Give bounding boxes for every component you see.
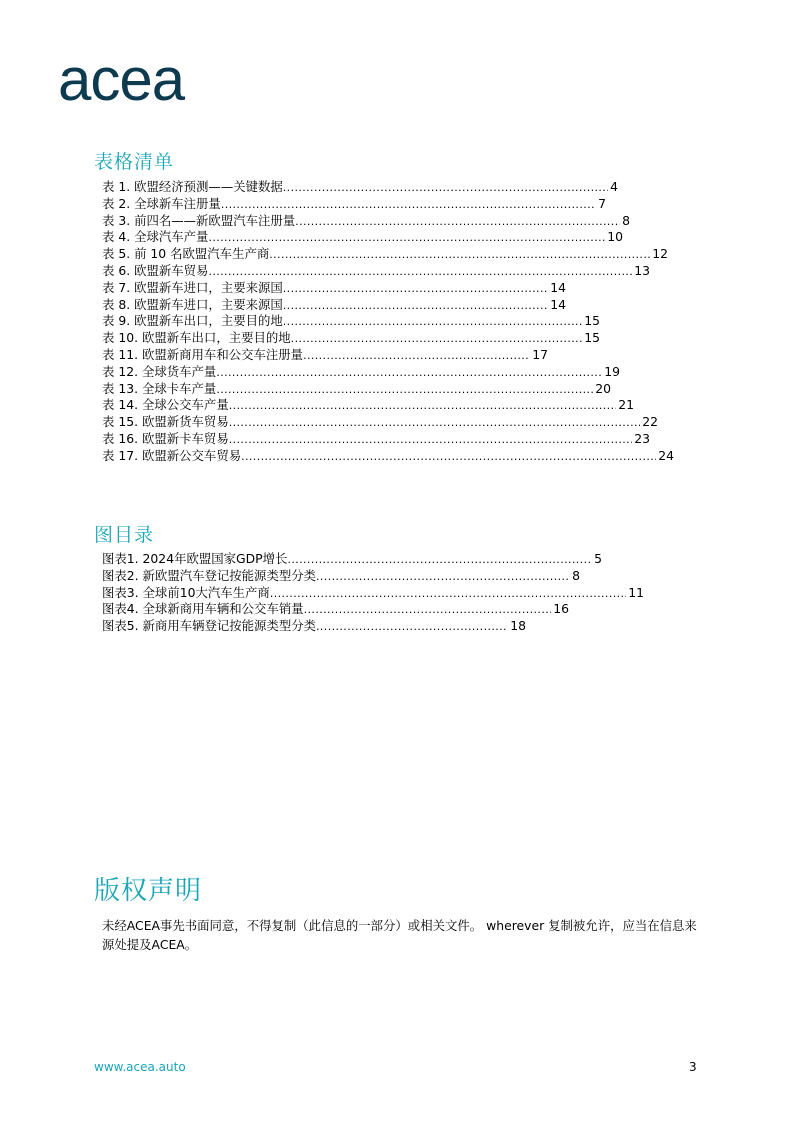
table-entry-label: 表 6. 欧盟新车贸易: [102, 262, 209, 278]
table-entry-page: 17: [532, 346, 548, 362]
table-entry[interactable]: [102, 280, 566, 297]
table-entry[interactable]: [102, 347, 548, 364]
figure-entry-label: 图表4. 全球新商用车辆和公交车销量: [102, 601, 304, 617]
table-entry-page: 15: [584, 313, 600, 329]
table-entry-label: 表 3. 前四名——新欧盟汽车注册量: [102, 212, 296, 228]
copyright-title: 版权声明: [94, 876, 203, 906]
dot-leader: [316, 619, 508, 636]
table-entry-page: 8: [622, 212, 630, 228]
table-entry-page: 23: [634, 430, 650, 446]
table-entry-label: 表 1. 欧盟经济预测——关键数据: [102, 179, 283, 194]
table-entry-page: 20: [595, 380, 611, 396]
figure-entry-page: 11: [628, 584, 644, 600]
figure-entry-label: 图表1. 2024年欧盟国家GDP增长: [102, 551, 288, 566]
table-entry-page: 15: [584, 330, 600, 346]
table-entry-page: 10: [607, 229, 623, 245]
dot-leader: [287, 552, 592, 569]
table-entry-page: 13: [634, 262, 650, 278]
table-entry-label: 表 16. 欧盟新卡车贸易: [102, 430, 229, 446]
table-entry-page: 19: [604, 363, 620, 379]
table-entry-page: 7: [598, 195, 606, 211]
figure-entry-page: 5: [594, 551, 602, 566]
table-entry-page: 21: [618, 397, 634, 413]
table-entry[interactable]: [102, 179, 618, 196]
footer-url[interactable]: www.acea.auto: [94, 1060, 186, 1074]
table-entry-label: 表 12. 全球货车产量: [102, 363, 217, 379]
table-entry[interactable]: [102, 229, 623, 246]
figure-entry-label: 图表2. 新欧盟汽车登记按能源类型分类: [102, 567, 317, 583]
dot-leader: [229, 415, 641, 432]
dot-leader: [303, 348, 530, 365]
table-entry-label: 表 9. 欧盟新车出口，主要目的地: [102, 313, 283, 329]
figure-entry[interactable]: [102, 551, 602, 568]
dot-leader: [304, 602, 552, 619]
table-entry[interactable]: [102, 431, 650, 448]
acea-logo: [58, 54, 198, 108]
tables-list: [102, 179, 674, 465]
table-entry[interactable]: [102, 414, 658, 431]
table-entry-label: 表 13. 全球卡车产量: [102, 380, 217, 396]
dot-leader: [216, 365, 602, 382]
dot-leader: [316, 569, 570, 586]
dot-leader: [283, 298, 548, 315]
table-entry-label: 表 2. 全球新车注册量: [102, 195, 221, 211]
figure-entry-page: 8: [572, 567, 580, 583]
table-entry[interactable]: [102, 364, 620, 381]
table-entry-page: 14: [550, 296, 566, 312]
table-entry-label: 表 5. 前 10 名欧盟汽车生产商: [102, 246, 270, 262]
table-entry-label: 表 15. 欧盟新货车贸易: [102, 414, 229, 430]
table-entry[interactable]: [102, 313, 600, 330]
table-entry-page: 22: [642, 414, 658, 430]
dot-leader: [229, 432, 633, 449]
dot-leader: [291, 331, 583, 348]
dot-leader: [270, 586, 626, 603]
table-entry[interactable]: [102, 297, 566, 314]
dot-leader: [221, 197, 596, 214]
dot-leader: [208, 264, 632, 281]
table-entry-label: 表 17. 欧盟新公交车贸易: [102, 447, 242, 463]
table-entry[interactable]: [102, 246, 668, 263]
dot-leader: [269, 247, 650, 264]
table-entry[interactable]: [102, 196, 606, 213]
table-entry-label: 表 14. 全球公交车产量: [102, 397, 229, 413]
dot-leader: [283, 180, 608, 197]
figure-entry[interactable]: [102, 568, 580, 585]
table-entry[interactable]: [102, 397, 634, 414]
figure-entry[interactable]: [102, 618, 526, 635]
table-entry-page: 12: [652, 246, 668, 262]
table-entry-page: 14: [550, 279, 566, 295]
table-entry[interactable]: [102, 263, 650, 280]
dot-leader: [216, 382, 593, 399]
figure-entry-page: 18: [510, 618, 526, 634]
table-entry[interactable]: [102, 213, 630, 230]
figure-entry-page: 16: [553, 601, 569, 617]
table-entry-page: 4: [610, 179, 618, 194]
copyright-text: 未经ACEA事先书面同意，不得复制（此信息的一部分）或相关文件。 wherever 复制被允许，应当在信息来源处提及ACEA。: [102, 918, 697, 952]
table-entry[interactable]: [102, 330, 600, 347]
tables-list-title: 表格清单: [94, 151, 175, 173]
dot-leader: [295, 214, 620, 231]
dot-leader: [208, 230, 605, 247]
table-entry-label: 表 7. 欧盟新车进口，主要来源国: [102, 279, 283, 295]
figure-entry[interactable]: [102, 601, 569, 618]
dot-leader: [241, 449, 656, 466]
dot-leader: [283, 281, 548, 298]
table-entry-label: 表 8. 欧盟新车进口，主要来源国: [102, 296, 283, 312]
table-entry-page: 24: [658, 447, 674, 463]
figure-entry-label: 图表3. 全球前10大汽车生产商: [102, 584, 270, 600]
dot-leader: [229, 398, 617, 415]
page-number: 3: [689, 1060, 697, 1074]
table-entry[interactable]: [102, 448, 674, 465]
figure-entry-label: 图表5. 新商用车辆登记按能源类型分类: [102, 618, 317, 634]
table-entry-label: 表 10. 欧盟新车出口，主要目的地: [102, 330, 291, 346]
dot-leader: [283, 314, 582, 331]
table-entry-label: 表 11. 欧盟新商用车和公交车注册量: [102, 346, 304, 362]
figures-list-title: 图目录: [94, 524, 155, 546]
table-entry[interactable]: [102, 381, 611, 398]
figures-list: [102, 551, 644, 635]
figure-entry[interactable]: [102, 585, 644, 602]
table-entry-label: 表 4. 全球汽车产量: [102, 229, 209, 245]
svg-text:acea: acea: [58, 54, 185, 108]
